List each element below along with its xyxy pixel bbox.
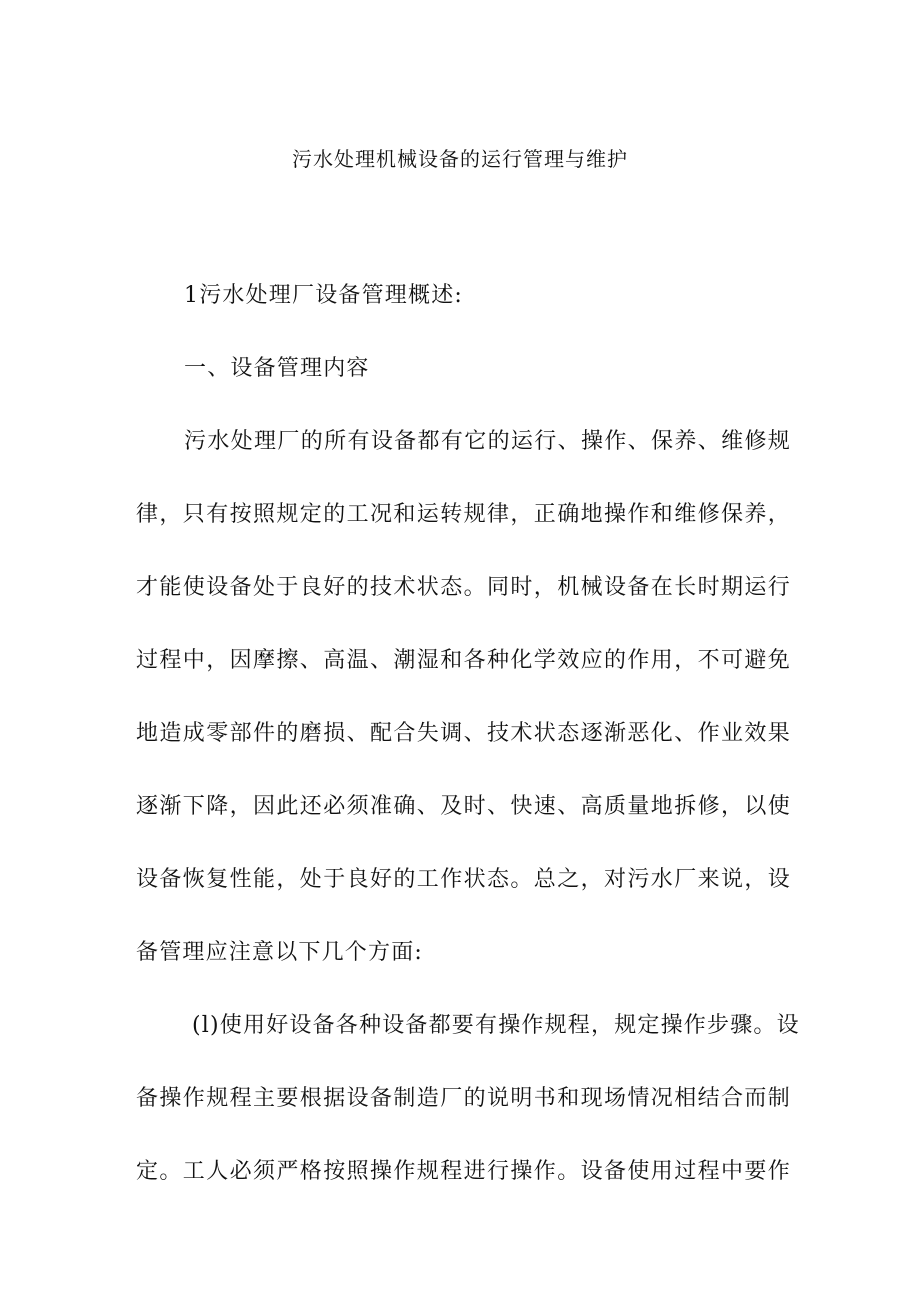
paragraph-1-line: 地造成零部件的磨损、配合失调、技术状态逐渐恶化、作业效果 xyxy=(136,721,791,746)
paragraph-1-line: 逐渐下降，因此还必须准确、及时、快速、高质量地拆修，以使 xyxy=(136,794,791,819)
document-body xyxy=(136,278,800,1227)
subheading: 一、设备管理内容 xyxy=(184,356,370,381)
paragraph-1-line: 过程中，因摩擦、高温、潮湿和各种化学效应的作用，不可避免 xyxy=(136,648,791,673)
paragraph-1-line: 备管理应注意以下几个方面: xyxy=(136,940,424,965)
paragraph-1 xyxy=(136,424,791,1008)
paragraph-1-line: 才能使设备处于良好的技术状态。同时，机械设备在长时期运行 xyxy=(136,575,791,600)
paragraph-2-line: 定。工人必须严格按照操作规程进行操作。设备使用过程中要作 xyxy=(136,1159,791,1184)
paragraph-2 xyxy=(136,1008,800,1227)
paragraph-1-line: 污水处理厂的所有设备都有它的运行、操作、保养、维修规 xyxy=(184,429,791,454)
paragraph-1-line: 律，只有按照规定的工况和运转规律，正确地操作和维修保养， xyxy=(136,502,791,527)
paragraph-1-line: 设备恢复性能，处于良好的工作状态。总之，对污水厂来说，设 xyxy=(136,867,791,892)
document-title: 污水处理机械设备的运行管理与维护 xyxy=(292,147,628,171)
section-heading-block xyxy=(136,278,791,351)
section-heading: 1污水处理厂设备管理概述: xyxy=(184,283,464,308)
subheading-block xyxy=(136,351,791,424)
paragraph-2-line: 备操作规程主要根据设备制造厂的说明书和现场情况相结合而制 xyxy=(136,1086,791,1111)
paragraph-2-line: (l)使用好设备各种设备都要有操作规程，规定操作步骤。设 xyxy=(192,1013,800,1038)
